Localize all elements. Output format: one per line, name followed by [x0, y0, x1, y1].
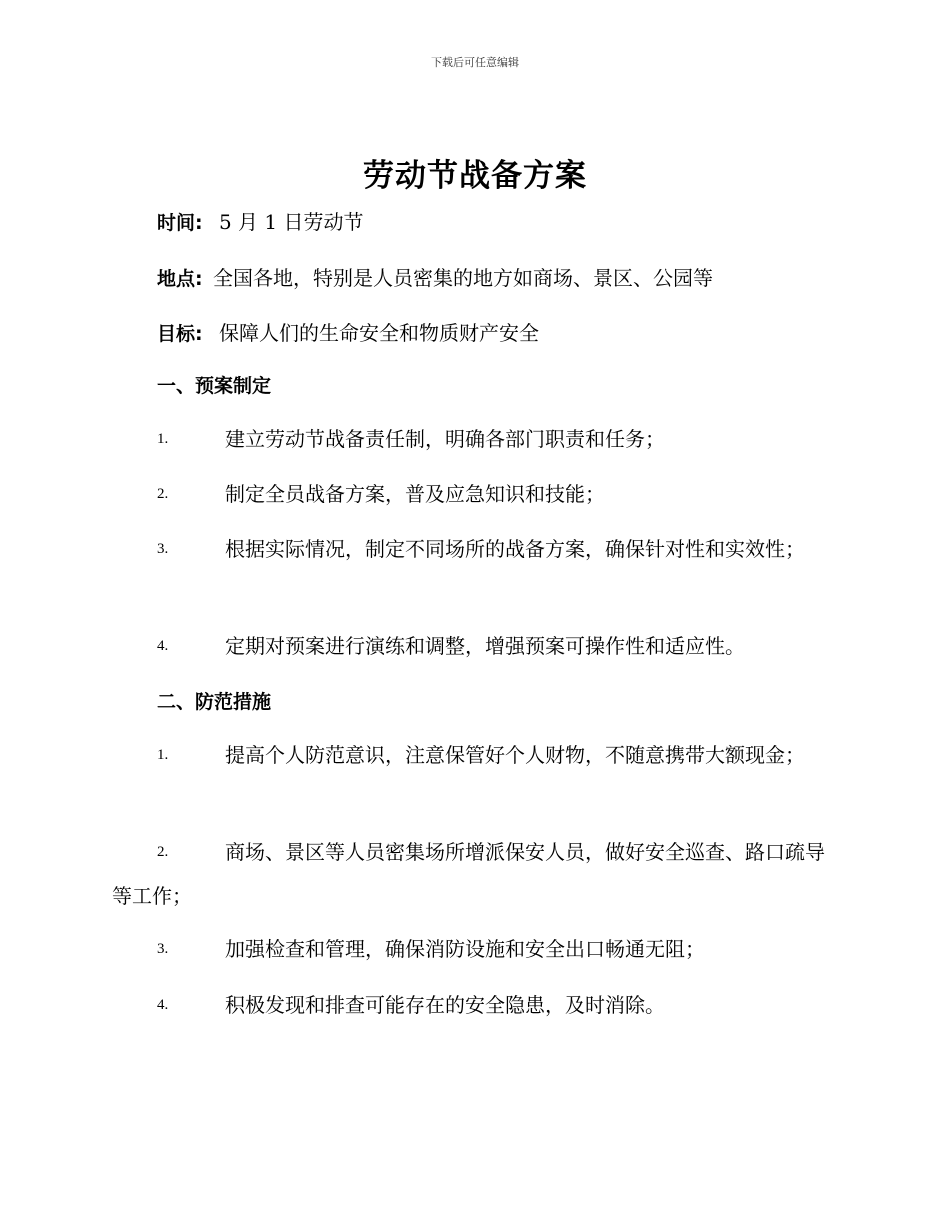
section-heading-prevention: 二、防范措施 — [157, 691, 272, 713]
time-value: 5 月 1 日劳动节 — [218, 210, 364, 234]
list-item-text: 建立劳动节战备责任制，明确各部门职责和任务； — [225, 427, 665, 451]
list-item-number: 2. — [157, 486, 169, 502]
list-item-number: 3. — [157, 941, 169, 957]
list-item — [112, 472, 837, 516]
list-item-text: 定期对预案进行演练和调整，增强预案可操作性和适应性。 — [225, 634, 745, 658]
place-value: 全国各地，特别是人员密集的地方如商场、景区、公园等 — [212, 266, 713, 290]
section-heading-plan: 一、预案制定 — [157, 375, 272, 397]
list-item-text: 积极发现和排查可能存在的安全隐患，及时消除。 — [225, 993, 665, 1017]
list-item — [112, 417, 837, 461]
place-label: 地点: — [157, 268, 203, 290]
list-item-number: 1. — [157, 431, 169, 447]
document-title: 劳动节战备方案 — [363, 158, 587, 194]
list-item-text: 根据实际情况，制定不同场所的战备方案，确保针对性和实效性； — [225, 537, 805, 561]
meta-goal — [157, 317, 539, 346]
list-item-text: 提高个人防范意识，注意保管好个人财物，不随意携带大额现金； — [225, 743, 805, 767]
list-item-number: 4. — [157, 638, 169, 654]
list-item-text: 商场、景区等人员密集场所增派保安人员，做好安全巡查、路口疏导等工作； — [112, 840, 825, 908]
list-item-text: 加强检查和管理，确保消防设施和安全出口畅通无阻； — [225, 937, 705, 961]
list-item — [112, 983, 837, 1027]
header-note: 下载后可任意编辑 — [431, 56, 519, 69]
list-item-number: 1. — [157, 747, 169, 763]
meta-time — [157, 206, 364, 235]
goal-label: 目标: — [157, 323, 203, 345]
list-item-number: 2. — [157, 844, 169, 860]
list-item — [112, 733, 837, 777]
list-item — [112, 927, 837, 971]
list-item — [112, 624, 837, 668]
time-label: 时间: — [157, 212, 203, 234]
goal-value: 保障人们的生命安全和物质财产安全 — [218, 321, 539, 345]
meta-place — [157, 262, 713, 291]
list-item-number: 4. — [157, 997, 169, 1013]
list-item — [112, 830, 837, 918]
list-item-number: 3. — [157, 541, 169, 557]
list-item-text: 制定全员战备方案，普及应急知识和技能； — [225, 482, 605, 506]
list-item — [112, 527, 837, 571]
